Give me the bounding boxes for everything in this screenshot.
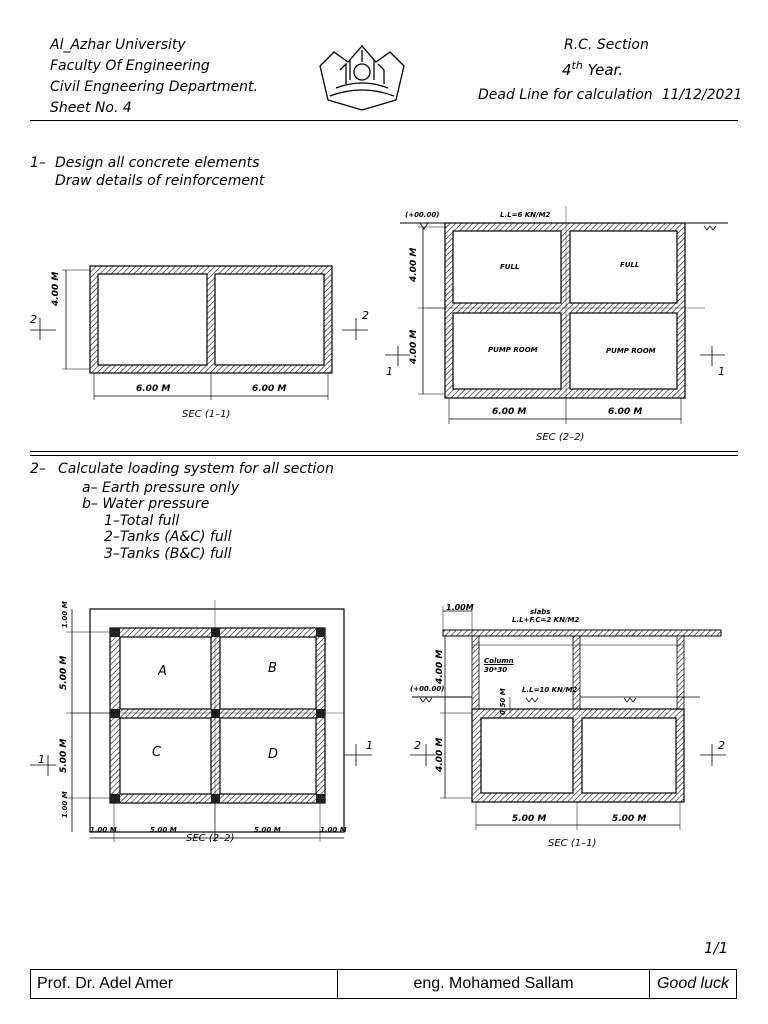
q2-item-b1: 1–Total full <box>104 513 180 529</box>
section-rule-2 <box>30 455 738 456</box>
deadline-label: Dead Line for calculation <box>478 87 653 103</box>
fig4-span-right: 5.00 M <box>612 814 647 824</box>
fig2-dim-top: 4.00 M <box>409 247 419 282</box>
fig4-slabs-label: slabs <box>530 608 551 616</box>
year-number: 4 <box>562 61 572 79</box>
footer-table <box>30 969 737 999</box>
fig3-dim-bottom: 1.00 M <box>61 791 69 818</box>
year-word: Year. <box>587 61 624 79</box>
fig4-cut-left: 2 <box>414 739 421 752</box>
year-label <box>562 60 623 78</box>
q2-item-b: b– Water pressure <box>82 496 210 512</box>
deadline <box>478 88 742 102</box>
fig3-cell-b: B <box>268 661 277 676</box>
fig4-section <box>410 603 726 830</box>
fig1-span-right: 6.00 M <box>252 384 287 394</box>
footer-engineer: eng. Mohamed Sallam <box>338 970 650 998</box>
header-rule <box>30 120 738 121</box>
fig2-cell-bottom-right: PUMP ROOM <box>606 347 656 355</box>
fig1-dim-height: 4.00 M <box>51 271 61 306</box>
q1-line2: Draw details of reinforcement <box>55 173 265 189</box>
fig2-cell-top-right: FULL <box>620 261 640 269</box>
fig4-span-left: 5.00 M <box>512 814 547 824</box>
fig1-span-left: 6.00 M <box>136 384 171 394</box>
fig2-section <box>385 206 728 424</box>
fig2-live-load: L.L=6 KN/M2 <box>500 211 551 219</box>
q2-item-b2: 2–Tanks (A&C) full <box>104 529 232 545</box>
q2-number: 2– <box>30 461 46 477</box>
department-name: Civil Engneering Department. <box>50 79 258 95</box>
q1-line1: Design all concrete elements <box>55 155 260 171</box>
fig4-level: (+00.00) <box>410 685 445 693</box>
year-suffix: th <box>571 59 583 72</box>
fig1-cut-left: 2 <box>30 313 37 326</box>
fig2-span-left: 6.00 M <box>492 407 527 417</box>
deadline-date: 11/12/2021 <box>661 87 743 103</box>
university-name: Al_Azhar University <box>50 37 186 53</box>
fig4-cut-right: 2 <box>718 739 725 752</box>
fig3-cell-d: D <box>268 747 279 762</box>
fig1-cut-right: 2 <box>362 309 369 322</box>
fig1-section <box>30 266 368 400</box>
fig4-overhang: 1.00M <box>446 603 474 612</box>
fig3-caption: SEC (2–2) <box>186 833 235 844</box>
fig4-slab-load: L.L+F.C=2 KN/M2 <box>512 616 580 624</box>
fig4-dim-upper: 4.00 M <box>435 649 445 684</box>
fig4-column-size: 30*30 <box>484 666 508 674</box>
fig3-dim-mid2: 5.00 M <box>59 738 69 773</box>
fig3-span-right: 5.00 M <box>254 826 281 834</box>
fig2-cell-bottom-left: PUMP ROOM <box>488 346 538 354</box>
fig3-span-edge-left: 1.00 M <box>90 826 117 834</box>
q2-item-b3: 3–Tanks (B&C) full <box>104 546 232 562</box>
course-title: R.C. Section <box>564 37 649 53</box>
q2-item-a: a– Earth pressure only <box>82 480 240 496</box>
fig3-dim-mid1: 5.00 M <box>59 655 69 690</box>
fig3-span-left: 5.00 M <box>150 826 177 834</box>
page-number: 1/1 <box>704 939 729 957</box>
fig2-cut-right: 1 <box>718 365 725 378</box>
fig3-dim-top: 1.00 M <box>61 601 69 628</box>
fig4-caption: SEC (1–1) <box>548 838 597 849</box>
section-rule-1 <box>30 451 738 452</box>
faculty-name: Faculty Of Engineering <box>50 58 210 74</box>
footer-note: Good luck <box>656 975 730 992</box>
fig4-ground-load: L.L=10 KN/M2 <box>522 686 578 694</box>
fig3-cut-left: 1 <box>38 753 45 766</box>
fig4-column-label: Column <box>484 657 514 665</box>
sheet-number: Sheet No. 4 <box>50 100 132 116</box>
fig3-cut-right: 1 <box>366 739 373 752</box>
q1-number: 1– <box>30 155 46 171</box>
fig3-cell-c: C <box>152 745 162 760</box>
fig2-dim-bottom: 4.00 M <box>409 329 419 364</box>
fig2-cell-top-left: FULL <box>500 263 520 271</box>
fig2-span-right: 6.00 M <box>608 407 643 417</box>
fig3-cell-a: A <box>158 664 167 679</box>
fig2-level: (+00.00) <box>405 211 440 219</box>
fig3-plan <box>30 600 372 842</box>
footer-professor: Prof. Dr. Adel Amer <box>31 970 338 998</box>
fig2-caption: SEC (2–2) <box>536 432 585 443</box>
fig4-dim-embed: 0.50 M <box>499 688 507 715</box>
university-logo <box>320 46 404 110</box>
fig2-cut-left: 1 <box>386 365 393 378</box>
fig4-dim-lower: 4.00 M <box>435 737 445 772</box>
fig1-caption: SEC (1–1) <box>182 409 231 420</box>
q2-title: Calculate loading system for all section <box>58 461 334 477</box>
fig3-span-edge-right: 1.00 M <box>320 826 347 834</box>
